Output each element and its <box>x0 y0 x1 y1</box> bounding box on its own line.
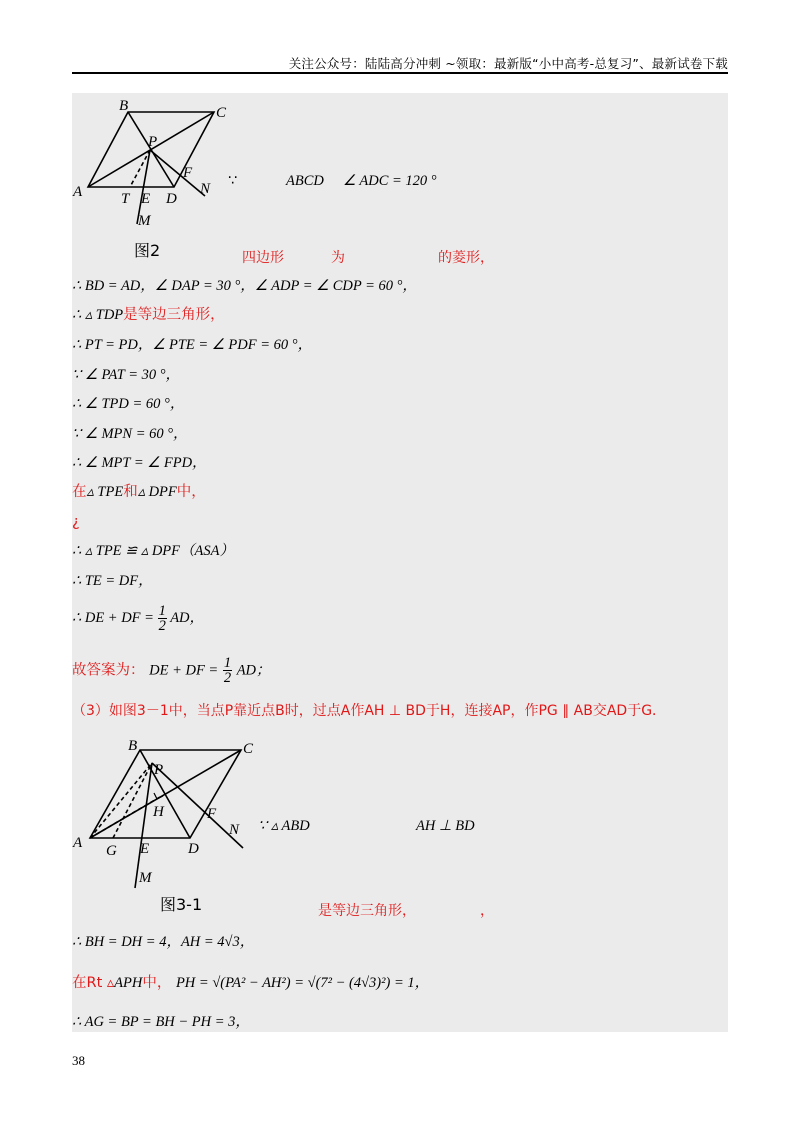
ah-perp-bd: AH ⊥ BD <box>416 818 475 834</box>
line-in-triangles <box>72 482 206 502</box>
page-number: 38 <box>72 1053 85 1068</box>
fig3-label-p: P <box>154 762 164 778</box>
half-fraction <box>158 604 167 633</box>
header-rule <box>72 72 728 74</box>
aph-triangle: APH <box>114 975 143 991</box>
answer-numerator: 1 <box>223 655 232 671</box>
fig2-label-m: M <box>138 213 151 229</box>
answer-label: 故答案为： <box>72 662 145 679</box>
line-mpn: ∵ ∠ MPN = 60 °， <box>72 426 188 442</box>
fig2-label-e: E <box>141 191 151 207</box>
line-tdp-equilateral <box>72 305 225 325</box>
figure-3-1-diagram <box>72 736 252 896</box>
line-pt-pd: ∴ PT = PD，∠ PTE = ∠ PDF = 60 °， <box>72 337 313 353</box>
angle-adc: ∠ ADC = 120 ° <box>343 173 437 189</box>
page-header: 关注公众号：陆陆高分冲刺 ~领取：最新版“小中高考-总复习”、最新试卷下载 <box>288 56 728 71</box>
equilateral-text: 是等边三角形， <box>318 903 416 919</box>
line-bd-ad: ∴ BD = AD，∠ DAP = 30 °，∠ ADP = ∠ CDP = 60 °， <box>72 278 417 294</box>
fig2-label-p: P <box>148 134 158 150</box>
fig2-label-d: D <box>166 191 177 207</box>
de-df-expr: ∴ DE + DF = <box>72 609 154 626</box>
answer-fraction <box>223 656 232 685</box>
fig3-label-c: C <box>243 741 254 757</box>
zai-word: 在 <box>72 484 87 500</box>
fig3-label-g: G <box>106 843 117 859</box>
because-abd: ∵ ▵ ABD <box>258 818 310 834</box>
fig2-label-t: T <box>121 191 130 207</box>
line-de-df-sum <box>72 604 204 633</box>
fraction-numerator: 1 <box>158 603 166 619</box>
line-part-3: （3）如图3－1中，当点P靠近点B时，过点A作AH ⊥ BD于H，连接AP，作PG ∥ AB交AD于G． <box>72 703 667 719</box>
line-brace: ¿ <box>72 514 80 530</box>
fig3-label-b: B <box>128 738 138 754</box>
fig2-label-a: A <box>73 184 83 200</box>
ph-computation: PH = √(PA² − AH²) = √(7² − (4√3)²) = 1， <box>175 975 430 991</box>
trailing-comma: ， <box>480 903 494 919</box>
line-tpd: ∴ ∠ TPD = 60 °， <box>72 396 185 412</box>
tdp-equilateral-text: 是等边三角形， <box>123 307 225 323</box>
fig3-label-f: F <box>207 806 217 822</box>
fraction-denominator: 2 <box>158 618 166 634</box>
line-congruent: ∴ ▵ TPE ≌ ▵ DPF（ASA） <box>72 543 234 559</box>
fig2-label-b: B <box>119 98 129 114</box>
fig3-label-n: N <box>229 822 240 838</box>
figure-2-caption: 图2 <box>134 241 161 260</box>
because-symbol-1: ∵ <box>228 173 238 189</box>
line-answer <box>72 656 271 685</box>
answer-expr: DE + DF = <box>149 662 219 679</box>
fig3-label-e: E <box>140 841 150 857</box>
answer-denominator: 2 <box>223 670 232 686</box>
fig2-label-f: F <box>183 165 193 181</box>
line-pat: ∵ ∠ PAT = 30 °， <box>72 367 181 383</box>
line-pythagoras <box>72 973 429 993</box>
rhombus-word: 的菱形， <box>438 250 494 266</box>
fig2-label-c: C <box>216 105 227 121</box>
fig3-label-m: M <box>139 870 152 886</box>
fig2-label-n: N <box>200 181 211 197</box>
line-ag-bp: ∴ AG = BP = BH − PH = 3， <box>72 1014 250 1030</box>
zhong-word-2: 中， <box>142 975 172 991</box>
quad-word: 四边形 <box>242 250 284 266</box>
figure-3-1-caption: 图3-1 <box>160 895 203 914</box>
zhong-word: 中， <box>176 484 206 500</box>
dpf-triangle: ▵ DPF <box>137 484 177 500</box>
figure-2-diagram <box>72 96 232 236</box>
ad-text: AD， <box>170 609 205 626</box>
rt-label: 在Rt ▵ <box>72 975 115 991</box>
line-te-df: ∴ TE = DF， <box>72 573 153 589</box>
wei-word: 为 <box>331 250 345 266</box>
fig3-label-a: A <box>73 835 83 851</box>
quad-name: ABCD <box>286 173 324 189</box>
tpe-triangle: ▵ TPE <box>86 484 124 500</box>
he-word: 和 <box>123 484 138 500</box>
fig3-label-h: H <box>153 804 164 820</box>
fig3-label-d: D <box>188 841 199 857</box>
tdp-text: ∴ ▵ TDP <box>72 307 124 323</box>
answer-ad: AD； <box>236 662 271 679</box>
line-bh-dh: ∴ BH = DH = 4，AH = 4√3， <box>72 934 255 950</box>
line-mpt-fpd: ∴ ∠ MPT = ∠ FPD， <box>72 455 207 471</box>
